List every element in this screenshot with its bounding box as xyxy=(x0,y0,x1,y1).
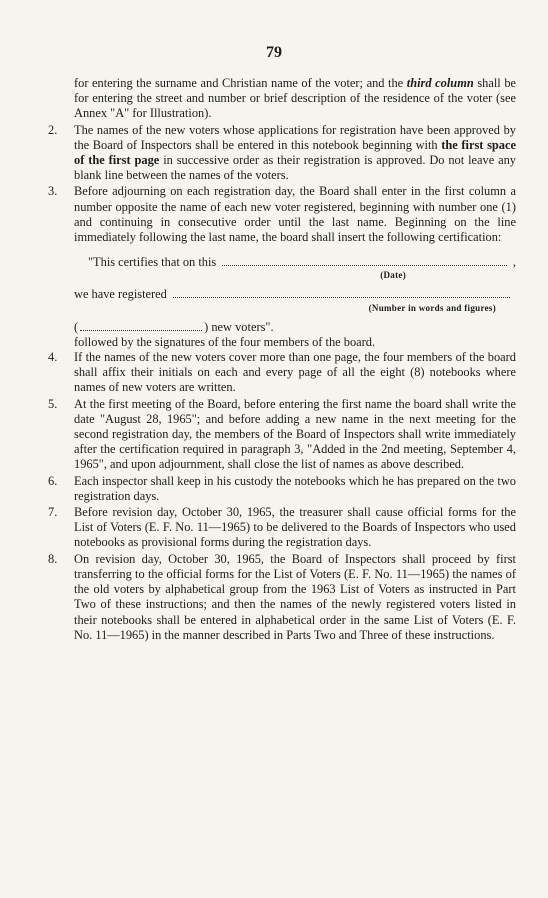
cert-line1-text: "This certifies that on this xyxy=(88,255,217,270)
list-item-7 xyxy=(48,505,516,551)
certification-form xyxy=(48,255,516,350)
item-number: 2. xyxy=(48,122,58,137)
item-number: 5. xyxy=(48,396,58,411)
instructions-body xyxy=(48,76,516,644)
item-number: 4. xyxy=(48,350,58,365)
list-item-5 xyxy=(48,397,516,473)
voters-count-blank xyxy=(80,320,202,331)
intro-third-column: third column xyxy=(406,76,474,90)
date-caption: (Date) xyxy=(380,270,406,281)
item-7-text: Before revision day, October 30, 1965, the treasurer shall cause official forms for the List of Voters (E. F. No. 11—1965) to be delivered to the Boards of Inspectors who used notebooks as provisional forms during the registration days. xyxy=(74,505,516,550)
item-number: 6. xyxy=(48,473,58,488)
item-3-text: Before adjourning on each registration day, the Board shall enter in the first column a number opposite the name of each new voter registered, beginning with number one (1) and continuing in consecutive order until the last name. Beginning on the line immediately following the last name, the board shall insert the following certification: xyxy=(74,184,516,245)
cert-line3-open: ( xyxy=(74,319,79,334)
item-5-text: At the first meeting of the Board, before entering the first name the board shall write the date "August 28, 1965"; and before adding a new name in the next meeting for the second registration day, the members of the Board of Inspectors shall write immediately after the certification required in paragraph 3, "Added in the 2nd meeting, September 4, 1965", and upon adjournment, shall close the list of names as above described. xyxy=(74,396,516,472)
page-number: 79 xyxy=(266,44,282,61)
cert-line1-end: , xyxy=(512,255,516,270)
intro-text-2: shall be for entering the street and number or brief description of the residence of the voter (see Annex "A" for Illustration). xyxy=(74,76,517,121)
list-item-2 xyxy=(48,123,516,184)
list-item-8 xyxy=(48,552,516,643)
item-2-text-c: in successive order as their registration is approved. Do not leave any blank line between the names of the voters. xyxy=(74,153,516,183)
item-4-text: If the names of the new voters cover more than one page, the four members of the board shall affix their initials on each and every page of all the eight (8) notebooks where names of new voters are written. xyxy=(74,350,516,395)
item-6-text: Each inspector shall keep in his custody the notebooks which he has prepared on the two registration days. xyxy=(74,473,516,503)
number-blank xyxy=(173,287,510,298)
intro-text-1: for entering the surname and Christian name of the voter; and the xyxy=(74,76,407,90)
number-caption: (Number in words and figures) xyxy=(368,302,496,313)
cert-line-date xyxy=(74,255,516,270)
list-item-6 xyxy=(48,474,516,504)
item-8-text: On revision day, October 30, 1965, the Board of Inspectors shall proceed by first transferring to the official forms for the List of Voters (E. F. No. 11—1965) the names of the old voters by alphabetical group from the 1963 List of Voters as instructed in Part Two of these instructions; and then the names of the newly registered voters listed in their notebooks shall be entered in alphabetical order in the same List of Voters (E. F. No. 11—1965) in the manner described in Parts Two and Three of these instructions. xyxy=(74,551,516,642)
cert-line3-close: ) new voters". xyxy=(204,319,274,334)
list-item-3 xyxy=(48,184,516,245)
cert-line2-text: we have registered xyxy=(74,287,167,302)
item-2-emphasis: the first space of the first page xyxy=(74,137,516,168)
date-blank xyxy=(222,255,507,266)
item-number: 3. xyxy=(48,184,58,199)
cert-line-number xyxy=(74,287,516,302)
item-number: 7. xyxy=(48,505,58,520)
cert-signatures-line: followed by the signatures of the four members of the board. xyxy=(74,334,376,349)
item-number: 8. xyxy=(48,551,58,566)
item-2-text-a: The names of the new voters whose applications for registration have been approved by the Board of Inspectors shall be entered in this notebook beginning with xyxy=(74,122,516,152)
intro-paragraph xyxy=(48,76,516,122)
cert-line-voters xyxy=(74,320,516,335)
list-item-4 xyxy=(48,350,516,396)
